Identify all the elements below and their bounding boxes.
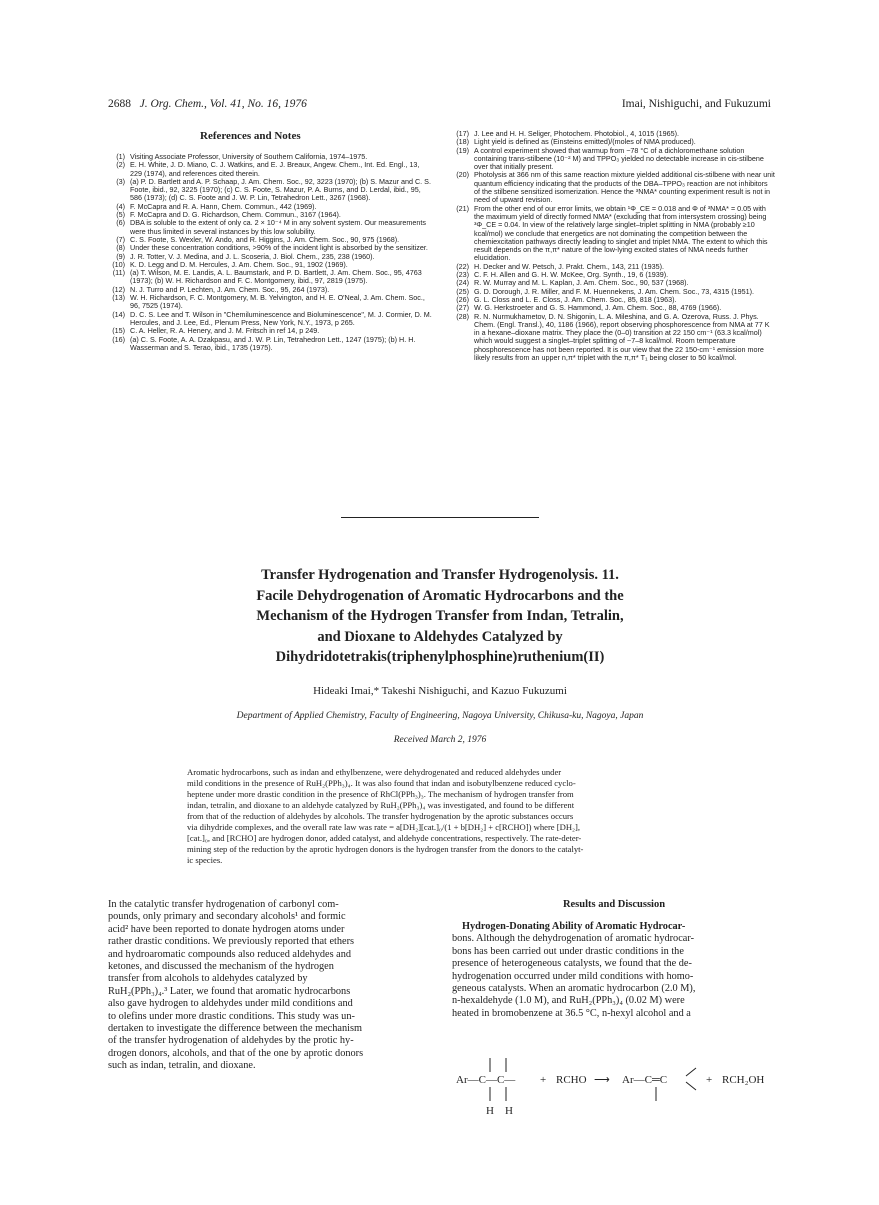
reference-number: (18) bbox=[456, 137, 469, 147]
abstract-line: mining step of the reduction by the aprotic hydrogen donors is the hydrogen transfer from the donors to the catalyt- bbox=[187, 844, 584, 854]
reference-number: (3) bbox=[116, 176, 125, 186]
reference-text: E. H. White, J. D. Miano, C. J. Watkins, and E. J. Breaux, Angew. Chem., Int. Ed. Engl., 13, 229 (1974), and references cited therein. bbox=[130, 160, 420, 178]
body-line: to olefins under more drastic conditions. This study was un- bbox=[108, 1010, 355, 1022]
section-divider bbox=[341, 517, 539, 518]
reference-item bbox=[108, 161, 432, 178]
title-line: Mechanism of the Hydrogen Transfer from Indan, Tetralin, bbox=[256, 608, 624, 624]
reference-text: Visiting Associate Professor, University of Southern California, 1974–1975. bbox=[130, 152, 368, 161]
reference-number: (14) bbox=[112, 309, 125, 319]
reference-number: (24) bbox=[456, 278, 469, 288]
olefin-product: Ar—C═C bbox=[622, 1074, 668, 1086]
reference-text: F. McCapra and D. G. Richardson, Chem. Commun., 3167 (1964). bbox=[130, 210, 341, 220]
body-line: heated in bromobenzene at 36.5 °C, n-hexyl alcohol and a bbox=[452, 1007, 691, 1019]
body-line: geneous catalysts. When an aromatic hydrocarbon (2.0 M), bbox=[452, 983, 696, 995]
results-subheading: Hydrogen-Donating Ability of Aromatic Hydrocar- bbox=[462, 921, 686, 932]
references-column-right bbox=[452, 130, 775, 362]
abstract-line: ic species. bbox=[187, 855, 223, 865]
reference-item bbox=[108, 219, 432, 236]
plus-sign: + bbox=[540, 1074, 547, 1086]
body-line: RuH₂(PPh₃)₄.³ Later, we found that aromatic hydrocarbons bbox=[108, 985, 351, 997]
reference-text: Photolysis at 366 nm of this same reaction mixture yielded additional cis-stilbene with near unit quantum efficiency indicating that the products of the DBA–TPPO₃ reaction are not inhibitors of the stilbene sensitized isomerization. Hence the ³NMA* counting experiment result is not in need of upward revision. bbox=[474, 170, 775, 205]
reference-item bbox=[452, 147, 775, 172]
body-line: acid² have been reported to donate hydrogen atoms under bbox=[108, 923, 345, 935]
abstract-line: mild conditions in the presence of RuH₂(PPh₃)₄. It was also found that indan and isobutylbenzene reduced cyclo- bbox=[187, 778, 576, 788]
reference-text: W. G. Herkstroeter and G. S. Hammond, J. Am. Chem. Soc., 88, 4769 (1966). bbox=[474, 303, 722, 313]
reference-text: C. F. H. Allen and G. H. W. McKee, Org. Synth., 19, 6 (1939). bbox=[474, 270, 669, 280]
references-column-left bbox=[108, 153, 432, 352]
title-line: Dihydridotetrakis(triphenylphosphine)ruthenium(II) bbox=[275, 649, 605, 665]
title-line: Facile Dehydrogenation of Aromatic Hydrocarbons and the bbox=[256, 587, 624, 604]
reference-number: (13) bbox=[112, 293, 125, 303]
reference-number: (21) bbox=[456, 203, 469, 213]
reference-text: J. R. Totter, V. J. Medina, and J. L. Scoseria, J. Biol. Chem., 235, 238 (1960). bbox=[130, 251, 375, 261]
reference-text: H. Decker and W. Petsch, J. Prakt. Chem., 143, 211 (1935). bbox=[474, 261, 665, 271]
body-line: of the transfer hydrogenation of aldehydes by the protic hy- bbox=[108, 1035, 354, 1047]
reference-item bbox=[108, 294, 432, 311]
body-line: transfer from alcohols to aldehydes catalyzed by bbox=[108, 973, 308, 985]
reactant-hydrogens: H H bbox=[486, 1105, 513, 1117]
reference-number: (25) bbox=[456, 286, 469, 296]
reference-number: (9) bbox=[116, 251, 125, 261]
reference-number: (4) bbox=[116, 201, 125, 211]
reaction-arrow: ⟶ bbox=[594, 1074, 610, 1086]
body-line: also gave hydrogen to aldehydes under mild conditions and bbox=[108, 998, 353, 1010]
reference-number: (20) bbox=[456, 170, 469, 180]
results-text bbox=[452, 921, 776, 1020]
body-line: In the catalytic transfer hydrogenation of carbonyl com- bbox=[108, 899, 339, 910]
abstract-line: Aromatic hydrocarbons, such as indan and ethylbenzene, were dehydrogenated and reduced aldehydes under bbox=[187, 767, 562, 777]
body-line: rather drastic conditions. We previously reported that ethers bbox=[108, 936, 355, 948]
running-header-left bbox=[108, 98, 307, 110]
reference-number: (28) bbox=[456, 311, 469, 321]
body-line: bons. Although the dehydrogenation of aromatic hydrocar- bbox=[452, 933, 694, 945]
reference-text: G. D. Dorough, J. R. Miller, and F. M. Huennekens, J. Am. Chem. Soc., 73, 4315 (1951). bbox=[474, 286, 755, 296]
reference-item bbox=[452, 205, 775, 263]
body-line: such as indan, tetralin, and dioxane. bbox=[108, 1060, 256, 1072]
title-line: Transfer Hydrogenation and Transfer Hydrogenolysis. 11. bbox=[261, 567, 619, 583]
reference-number: (7) bbox=[116, 234, 125, 244]
body-line: n-hexaldehyde (1.0 M), and RuH₂(PPh₃)₄ (0.02 M) were bbox=[452, 995, 685, 1007]
reference-text: C. S. Foote, S. Wexler, W. Ando, and R. Higgins, J. Am. Chem. Soc., 90, 975 (1968). bbox=[130, 234, 400, 244]
abstract-line: from that of the reduction of aldehydes by alcohols. The transfer hydrogenation by the aprotic substances occurs bbox=[187, 811, 574, 821]
reference-text: F. McCapra and R. A. Hann, Chem. Commun., 442 (1969). bbox=[130, 201, 317, 211]
reference-item bbox=[108, 178, 432, 203]
body-line: drogen donors, alcohols, and that of the one by aprotic donors bbox=[108, 1047, 364, 1059]
reference-number: (12) bbox=[112, 284, 125, 294]
author-affiliation: Department of Applied Chemistry, Faculty of Engineering, Nagoya University, Chikusa-ku, Nagoya, Japan bbox=[236, 711, 644, 721]
reference-number: (22) bbox=[456, 261, 469, 271]
body-line: presence of heterogeneous catalysts, we found that the de- bbox=[452, 958, 692, 970]
reference-text: C. A. Heller, R. A. Henery, and J. M. Fritsch in ref 14, p 249. bbox=[130, 326, 320, 336]
body-line: bons has been carried out under drastic conditions in the bbox=[452, 945, 684, 957]
aldehyde-reagent: RCHO bbox=[556, 1074, 587, 1086]
reference-item bbox=[108, 311, 432, 328]
reference-number: (2) bbox=[116, 160, 125, 170]
body-line: hydrogenation occurred under mild conditions with homo- bbox=[452, 970, 694, 982]
reference-number: (1) bbox=[116, 152, 125, 161]
reference-text: G. L. Closs and L. E. Closs, J. Am. Chem. Soc., 85, 818 (1963). bbox=[474, 294, 677, 304]
article-title bbox=[160, 565, 720, 668]
abstract-line: via dihydride complexes, and the overall rate law was rate = a[DH₂][cat.]₀/(1 + b[DH₂] + c[RCHO]) where [DH₂], bbox=[187, 822, 581, 832]
reference-item bbox=[452, 313, 775, 363]
body-line: pounds, only primary and secondary alcohols¹ and formic bbox=[108, 911, 346, 923]
abstract-line: indan, tetralin, and dioxane to an aldehyde catalyzed by RuH₂(PPh₃)₄ was investigated, and found to be different bbox=[187, 800, 575, 810]
reference-number: (8) bbox=[116, 243, 125, 253]
body-line: dertaken to investigate the difference between the mechanism bbox=[108, 1023, 362, 1035]
reference-text: J. Lee and H. H. Seliger, Photochem. Photobiol., 4, 1015 (1965). bbox=[474, 129, 679, 138]
running-header-authors: Imai, Nishiguchi, and Fukuzumi bbox=[621, 98, 771, 110]
reference-text: W. H. Richardson, F. C. Montgomery, M. B. Yelvington, and H. E. O'Neal, J. Am. Chem. Soc., 96, 7525 (1974). bbox=[130, 293, 425, 311]
reference-number: (27) bbox=[456, 303, 469, 313]
bond-line bbox=[686, 1068, 696, 1076]
references-heading: References and Notes bbox=[200, 130, 301, 142]
reference-text: From the other end of our error limits, we obtain ¹Φ_CE = 0.018 and Φ of ³NMA* = 0.05 with the maximum yield of directly formed NMA* (excluding that from intersystem crossing) being ³Φ_CE = 0.04. In view of the relatively large singlet–triplet splitting in NMA (probably ≥10 kcal/mol) we conclude that energetics are not dominating the competition between the chemiexcitation pathways directly leading to singlet and triplet NMA. The extent to which this result depends on the π,π* nature of the low-lying excited states of NMA needs further elucidation. bbox=[474, 203, 768, 263]
reference-item bbox=[108, 269, 432, 286]
body-line: ketones, and discussed the mechanism of the hydrogen bbox=[108, 961, 334, 973]
reference-item bbox=[108, 336, 432, 353]
reference-number: (10) bbox=[112, 259, 125, 269]
reference-text: Light yield is defined as (Einsteins emitted)/(moles of NMA produced). bbox=[474, 137, 696, 147]
reference-number: (23) bbox=[456, 270, 469, 280]
reference-number: (6) bbox=[116, 218, 125, 228]
reaction-scheme-graphic bbox=[452, 1052, 776, 1162]
abstract bbox=[187, 767, 693, 866]
reference-text: (a) C. S. Foote, A. A. Dzakpasu, and J. W. P. Lin, Tetrahedron Lett., 1247 (1975); (b) H. H. Wasserman and S. Terao, ibid., 1735 (1975). bbox=[130, 334, 416, 352]
reference-number: (15) bbox=[112, 326, 125, 336]
reference-number: (26) bbox=[456, 294, 469, 304]
reference-text: (a) P. D. Bartlett and A. P. Schaap, J. Am. Chem. Soc., 92, 3223 (1970); (b) S. Mazur and C. S. Foote, ibid., 92, 3225 (1970); (c) C. S. Foote, S. Mazur, P. A. Burns, and D. Lerdal, ibid., 95, 586 (1973); (d) C. S. Foote and J. W. P. Lin, Tetrahedron Lett., 3267 (1968). bbox=[130, 176, 431, 203]
reaction-scheme bbox=[452, 1052, 776, 1162]
introduction-text bbox=[108, 899, 435, 1073]
reference-number: (5) bbox=[116, 210, 125, 220]
reference-number: (16) bbox=[112, 334, 125, 344]
page-number: 2688 bbox=[108, 98, 131, 110]
title-line: and Dioxane to Aldehydes Catalyzed by bbox=[317, 628, 563, 645]
article-authors: Hideaki Imai,* Takeshi Nishiguchi, and Kazuo Fukuzumi bbox=[313, 685, 567, 697]
reference-text: D. C. S. Lee and T. Wilson in "Chemiluminescence and Bioluminescence", M. J. Cormier, D. M. Hercules, and J. Lee, Ed., Plenum Press, New York, N.Y., 1973, p 265. bbox=[130, 309, 432, 327]
reference-number: (17) bbox=[456, 129, 469, 138]
reactant-formula: Ar—C—C— bbox=[456, 1074, 516, 1086]
reference-text: (a) T. Wilson, M. E. Landis, A. L. Baumstark, and P. D. Bartlett, J. Am. Chem. Soc., 95, 4763 (1973); (b) W. H. Richardson and F. C. Montgomery, ibid., 97, 2819 (1975). bbox=[130, 268, 422, 286]
body-line: and hydroaromatic compounds also reduced aldehydes and bbox=[108, 948, 352, 960]
results-heading: Results and Discussion bbox=[562, 899, 666, 910]
alcohol-product: RCH₂OH bbox=[722, 1074, 765, 1086]
reference-text: R. N. Nurmukhametov, D. N. Shigonin, L. A. Mileshina, and G. A. Ozerova, Russ. J. Phys. Chem. (Engl. Transl.), 40, 1186 (1966), report observing phosphorescence from NMA at 77 K in a hexane–dioxane matrix. They place the (0–0) transition at 22 150 cm⁻¹ (63.3 kcal/mol) which would suggest a singlet–triplet splitting of ~7–8 kcal/mol. Room temperature phosphorescence has not been reported. It is our view that the 22 150-cm⁻¹ emission more likely results from an upper n,π* triplet with the π,π* T₁ being closer to 50 kcal/mol. bbox=[474, 311, 770, 363]
reference-number: (11) bbox=[112, 268, 125, 278]
reference-number: (19) bbox=[456, 145, 469, 155]
bond-line bbox=[686, 1082, 696, 1090]
reference-text: K. D. Legg and D. M. Hercules, J. Am. Chem. Soc., 91, 1902 (1969). bbox=[130, 259, 348, 269]
abstract-line: heptene under more drastic condition in the presence of RhCl(PPh₃)₃. The mechanism of hydrogen transfer from bbox=[187, 789, 574, 799]
reference-text: DBA is soluble to the extent of only ca. 2 × 10⁻⁴ M in any solvent system. Our measurements were thus limited in several instances by this low solubility. bbox=[130, 218, 426, 236]
reference-text: Under these concentration conditions, >90% of the incident light is absorbed by the sensitizer. bbox=[130, 243, 428, 253]
reference-text: R. W. Murray and M. L. Kaplan, J. Am. Chem. Soc., 90, 537 (1968). bbox=[474, 278, 689, 288]
plus-sign: + bbox=[706, 1074, 713, 1086]
reference-text: A control experiment showed that warmup from −78 °C of a dichloromethane solution containing trans-stilbene (10⁻² M) and TPPO₃ yielded no detectable increase in cis-stilbene over that initially present. bbox=[474, 145, 764, 172]
reference-text: N. J. Turro and P. Lechten, J. Am. Chem. Soc., 95, 264 (1973). bbox=[130, 284, 330, 294]
journal-citation: J. Org. Chem., Vol. 41, No. 16, 1976 bbox=[139, 98, 307, 110]
abstract-line: [cat.]₀, and [RCHO] are hydrogen donor, added catalyst, and aldehyde concentrations, respectively. The rate-deter- bbox=[187, 833, 582, 843]
received-date: Received March 2, 1976 bbox=[393, 735, 487, 745]
reference-item bbox=[452, 171, 775, 204]
